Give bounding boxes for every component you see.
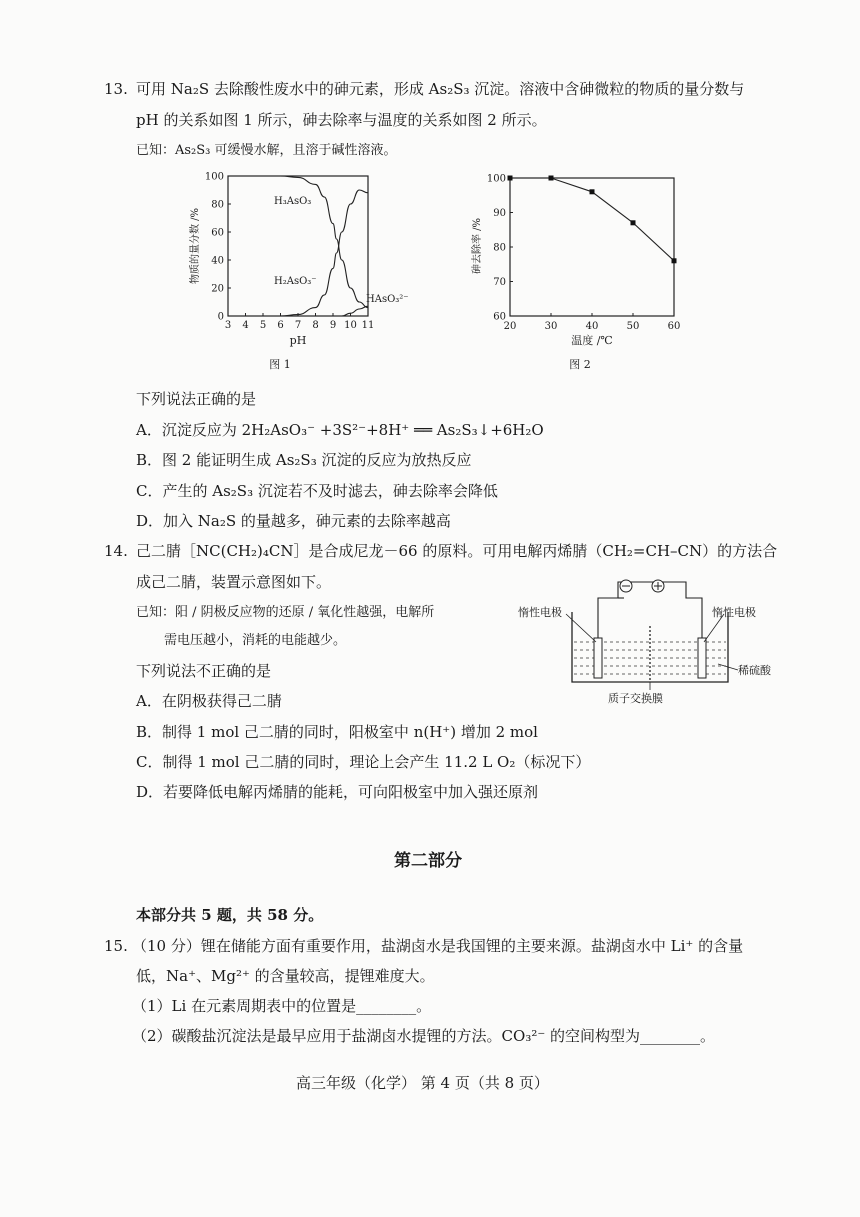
fig2-ytick-label: 90 <box>493 208 506 219</box>
fig2-xtick-label: 20 <box>503 321 517 332</box>
q13-option-c: C．产生的 As₂S₃ 沉淀若不及时滤去，砷去除率会降低 <box>136 482 498 500</box>
fig1-xtick-label: 11 <box>361 320 375 331</box>
q14-number: 14. <box>104 542 128 560</box>
fig1-xtick-label: 8 <box>312 320 319 331</box>
fig2-xtick-label: 30 <box>544 321 558 332</box>
label-left-electrode: 惰性电极 <box>518 606 562 619</box>
fig1-caption: 图 1 <box>269 358 291 371</box>
fig2-data-point <box>631 220 636 225</box>
fig2-data-point <box>508 176 513 181</box>
q13-option-d: D．加入 Na₂S 的量越多，砷元素的去除率越高 <box>136 512 451 530</box>
q13-prompt: 下列说法正确的是 <box>136 390 257 408</box>
left-electrode <box>594 638 602 678</box>
fig1-xtick-label: 3 <box>224 320 232 331</box>
fig2-caption: 图 2 <box>569 358 591 371</box>
fig1-xtick-label: 6 <box>277 320 284 331</box>
q14-stem-line1: 己二腈［NC(CH₂)₄CN］是合成尼龙－66 的原料。可用电解丙烯腈（CH₂=CH–CN）的方法合 <box>136 542 778 560</box>
label-leaders <box>566 614 738 690</box>
fig1-label-haso3: HAsO₃²⁻ <box>366 294 409 305</box>
q14-option-a: A．在阴极获得己二腈 <box>136 692 282 710</box>
q13-number: 13. <box>104 80 128 98</box>
q14-option-b: B．制得 1 mol 己二腈的同时，阳极室中 n(H⁺) 增加 2 mol <box>136 723 538 741</box>
fig2-ytick-label: 80 <box>493 242 506 254</box>
q15-number: 15. <box>104 937 128 955</box>
q15-stem-line1: （10 分）锂在储能方面有重要作用，盐湖卤水是我国锂的主要来源。盐湖卤水中 Li⁺ 的含量 <box>132 937 744 955</box>
fig2-ytick-label: 100 <box>486 173 506 185</box>
q15-sub2: （2）碳酸盐沉淀法是最早应用于盐湖卤水提锂的方法。CO₃²⁻ 的空间构型为________。 <box>132 1027 716 1045</box>
q13-stem-line1: 可用 Na₂S 去除酸性废水中的砷元素，形成 As₂S₃ 沉淀。溶液中含砷微粒的物质的量分数与 <box>136 80 745 98</box>
fig1-curve-2 <box>228 190 368 316</box>
q14-stem-line2: 成己二腈，装置示意图如下。 <box>136 573 332 591</box>
figure-2 <box>470 166 700 376</box>
fig1-ylabel: 物质的量分数 /% <box>190 207 201 285</box>
fig1-xtick-label: 4 <box>242 320 249 331</box>
fig2-ylabel: 砷去除率 /% <box>472 217 483 275</box>
q13-option-b: B．图 2 能证明生成 As₂S₃ 沉淀的反应为放热反应 <box>136 451 472 469</box>
fig1-ytick-label: 60 <box>211 227 224 239</box>
fig1-ytick-label: 0 <box>217 311 224 323</box>
fig1-ytick-label: 100 <box>204 171 224 183</box>
q15-stem-line2: 低，Na⁺、Mg²⁺ 的含量较高，提锂难度大。 <box>136 967 435 985</box>
fig2-series <box>508 176 677 264</box>
page-footer: 高三年级（化学） 第 4 页（共 8 页） <box>296 1074 549 1092</box>
fig2-plot-frame <box>510 178 674 316</box>
fig1-ytick-label: 80 <box>211 199 224 211</box>
part2-heading: 第二部分 <box>394 851 462 871</box>
fig1-curve-3 <box>342 306 368 316</box>
label-dilute-sulfuric-acid: 稀硫酸 <box>738 664 771 677</box>
fig1-ytick-label: 40 <box>211 255 224 267</box>
figure-1 <box>180 166 420 376</box>
q14-known-line2: 需电压越小，消耗的电能越少。 <box>164 633 347 648</box>
fig1-xtick-label: 9 <box>329 320 337 331</box>
q13-stem-line2: pH 的关系如图 1 所示，砷去除率与温度的关系如图 2 所示。 <box>136 111 547 129</box>
fig1-label-h2aso3: H₂AsO₃⁻ <box>274 276 317 287</box>
fig2-xtick-label: 50 <box>626 321 640 332</box>
fig1-xtick-label: 7 <box>294 320 302 331</box>
part2-intro: 本部分共 5 题，共 58 分。 <box>136 906 324 924</box>
fig1-xtick-label: 10 <box>344 320 357 331</box>
q14-prompt: 下列说法不正确的是 <box>136 662 272 680</box>
fig2-axis-ticks <box>487 174 680 333</box>
fig2-ytick-label: 70 <box>493 277 506 288</box>
fig1-xlabel: pH <box>289 334 307 347</box>
label-membrane: 质子交换膜 <box>608 692 663 705</box>
fig1-ytick-label: 20 <box>211 283 224 295</box>
q13-option-a: A．沉淀反应为 2H₂AsO₃⁻ +3S²⁻+8H⁺ ══ As₂S₃↓+6H₂O <box>136 421 544 439</box>
right-electrode <box>698 638 706 678</box>
fig2-data-point <box>672 258 677 263</box>
fig2-data-point <box>549 176 554 181</box>
fig2-xtick-label: 60 <box>667 321 681 332</box>
fig1-label-h3aso3: H₃AsO₃ <box>274 196 312 207</box>
fig2-xlabel: 温度 /℃ <box>571 334 613 347</box>
label-right-electrode: 惰性电极 <box>712 606 756 619</box>
q13-known: 已知：As₂S₃ 可缓慢水解，且溶于碱性溶液。 <box>136 143 397 158</box>
q15-sub1: （1）Li 在元素周期表中的位置是________。 <box>132 997 432 1015</box>
fig2-ytick-label: 60 <box>493 311 506 323</box>
fig2-xtick-label: 40 <box>585 321 599 332</box>
fig2-data-point <box>590 189 595 194</box>
q14-known-line1: 已知：阳 / 阴极反应物的还原 / 氧化性越强，电解所 <box>136 605 435 620</box>
q14-option-d: D．若要降低电解丙烯腈的能耗，可向阳极室中加入强还原剂 <box>136 783 539 801</box>
fig1-xtick-label: 5 <box>259 320 267 331</box>
q14-option-c: C．制得 1 mol 己二腈的同时，理论上会产生 11.2 L O₂（标况下） <box>136 753 591 771</box>
electrolysis-apparatus <box>506 572 784 712</box>
